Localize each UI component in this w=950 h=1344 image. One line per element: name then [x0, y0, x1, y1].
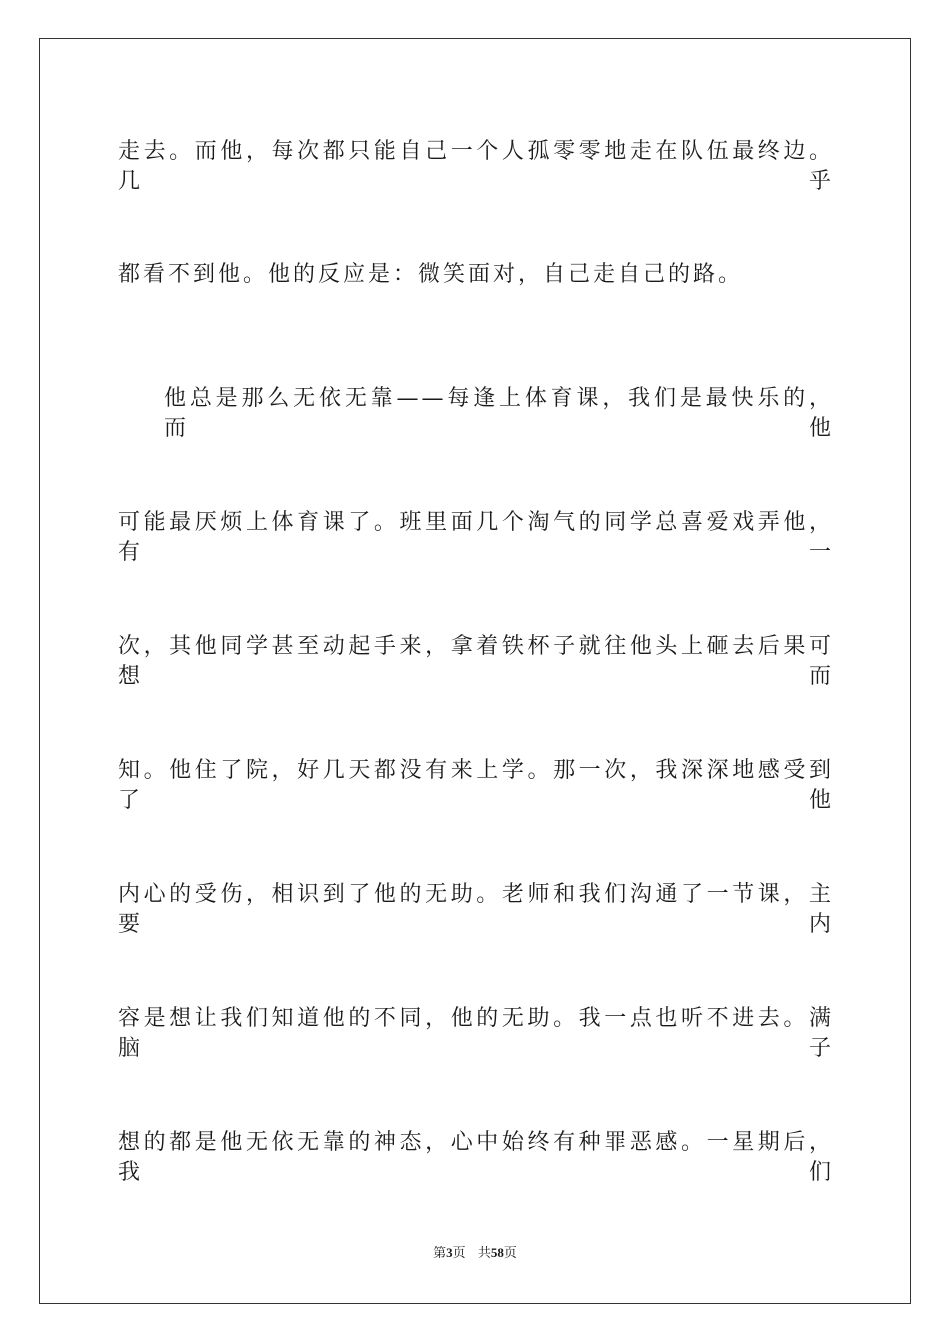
page-footer [0, 1244, 950, 1263]
body-line-5: 次，其他同学甚至动起手来，拿着铁杯子就往他头上砸去后果可想而 [118, 634, 834, 689]
page-indicator: 第3页 [433, 1245, 466, 1261]
body-line-3: 他总是那么无依无靠——每逢上体育课，我们是最快乐的，而他 [164, 386, 834, 441]
body-line-1: 走去。而他，每次都只能自己一个人孤零零地走在队伍最终边。几乎 [118, 139, 834, 194]
total-pages-indicator: 共58页 [477, 1245, 517, 1261]
body-line-9: 想的都是他无依无靠的神态，心中始终有种罪恶感。一星期后，我们 [118, 1130, 834, 1185]
body-line-7: 内心的受伤，相识到了他的无助。老师和我们沟通了一节课，主要内 [118, 882, 834, 937]
body-line-4: 可能最厌烦上体育课了。班里面几个淘气的同学总喜爱戏弄他，有一 [118, 510, 834, 565]
body-line-2: 都看不到他。他的反应是：微笑面对，自己走自己的路。 [118, 262, 744, 287]
body-line-8: 容是想让我们知道他的不同，他的无助。我一点也听不进去。满脑子 [118, 1006, 834, 1061]
body-line-6: 知。他住了院，好几天都没有来上学。那一次，我深深地感受到了他 [118, 758, 834, 813]
